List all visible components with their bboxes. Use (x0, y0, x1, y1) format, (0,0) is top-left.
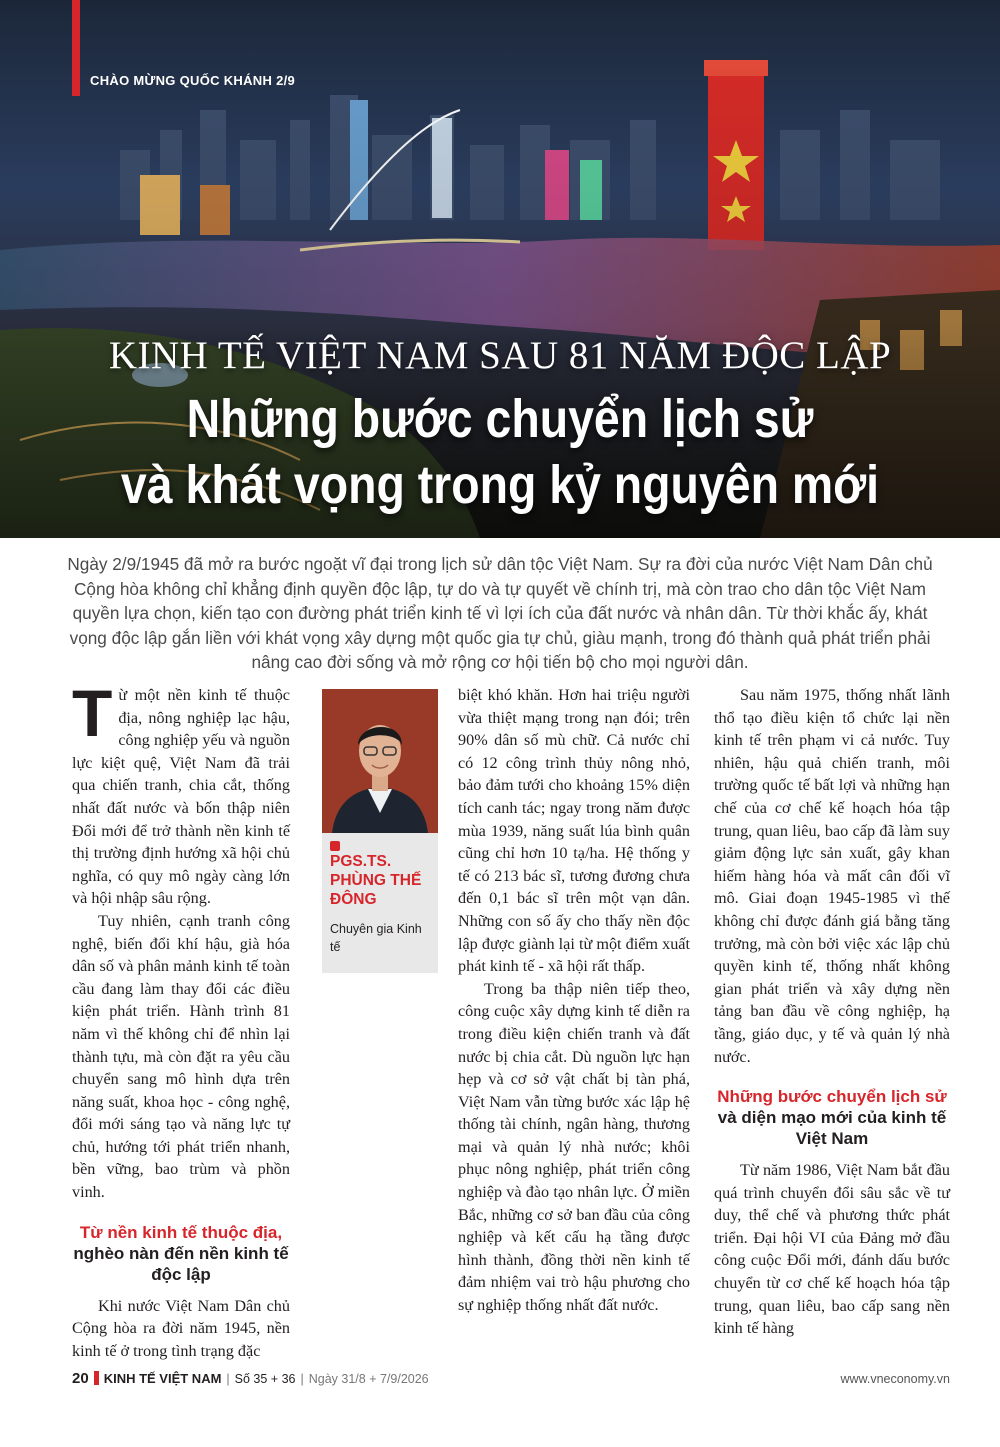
subheading-red: Từ nền kinh tế thuộc địa, (79, 1222, 283, 1242)
paragraph: Khi nước Việt Nam Dân chủ Cộng hòa ra đời năm 1945, nền kinh tế ở trong tình trạng đặc (72, 1296, 290, 1360)
article-lead: Ngày 2/9/1945 đã mở ra bước ngoặt vĩ đại trong lịch sử dân tộc Việt Nam. Sự ra đời của nước Việt Nam Dân chủ Cộng hòa không chỉ khẳng định quyền độc lập, tự do và tự quyết về chính trị, mà còn trao cho dân tộc Việt Nam quyền lựa chọn, kiến tạo con đường phát triển kinh tế vì lợi ích của đất nước và nhân dân. Từ thời khắc ấy, khát vọng độc lập gắn liền với khát vọng xây dựng một quốc gia tự chủ, giàu mạnh, trong đó thành quả phát triển phải nâng cao đời sống và mở rộng cơ hội tiến bộ cho mọi người dân. (67, 554, 933, 672)
subheading (72, 1222, 290, 1285)
paragraph: biệt khó khăn. Hơn hai triệu người vừa thiệt mạng trong nạn đói; trên 90% dân số mù chữ. Cả nước chỉ có 12 công trình thủy nông nhỏ, bảo đảm tưới cho khoảng 15% diện tích canh tác; ngay trong năm được mùa 1939, năng suất lúa bình quân cũng chỉ hơn 10 tạ/ha. Hệ thống y tế có 213 bác sĩ, tương đương chưa đến 0,1 bác sĩ trên một vạn dân. Những con số ấy cho thấy nền độc lập được giành lại từ một điểm xuất phát kinh tế - xã hội rất thấp. (458, 686, 690, 976)
footer-separator: | (226, 1372, 230, 1386)
author-box (322, 689, 438, 973)
section-accent-bar (72, 0, 80, 96)
author-photo (322, 689, 438, 833)
column-2 (458, 684, 690, 1317)
author-role: Chuyên gia Kinh tế (330, 922, 422, 954)
author-portrait (322, 689, 438, 833)
paragraph (72, 676, 290, 910)
subheading-black: và diện mạo mới của kinh tế Việt Nam (717, 1108, 947, 1149)
article-title (70, 386, 930, 518)
paragraph: Sau năm 1975, thống nhất lãnh thổ tạo điều kiện tổ chức lại nền kinh tế trên phạm vi cả nước. Tuy nhiên, hậu quả chiến tranh, môi trường quốc tế bất lợi và những hạn chế của cơ chế kế hoạch hóa tập trung, quan liêu, bao cấp đã làm suy giảm động lực sản xuất, gây khan hiếm hàng hóa và mất cân đối vĩ mô. Giai đoạn 1945-1985 vì thế không chỉ được đánh giá bằng tăng trưởng, mà còn bởi việc xác lập chủ quyền kinh tế, thống nhất không gian phát triển và xây dựng nền tảng ban đầu về công nghiệp, hạ tầng, giáo dục, y tế và quản lý nhà nước. (714, 686, 950, 1066)
subheading (714, 1086, 950, 1149)
paragraph-text: ừ một nền kinh tế thuộc địa, nông nghiệp lạc hậu, công nghiệp yếu và nguồn lực kiệt quệ, Việt Nam đã trải qua chiến tranh, chia cắt, thống nhất đất nước và bốn thập niên Đổi mới để trở thành nền kinh tế thị trường định hướng xã hội chủ nghĩa, có quy mô ngày càng lớn và hội nhập sâu rộng. (72, 686, 290, 908)
hero-photo (0, 0, 1000, 538)
footer-accent-bar (94, 1371, 99, 1385)
author-name: PGS.TS. PHÙNG THẾ ĐÔNG (330, 853, 422, 908)
title-line-2: và khát vọng trong kỷ nguyên mới (120, 455, 880, 515)
column-1 (72, 676, 290, 1362)
paragraph: Tuy nhiên, cạnh tranh công nghệ, biến đổi khí hậu, già hóa dân số và phân mảnh kinh tế toàn cầu đang làm thay đổi các điều kiện phát triển. Hành trình 81 năm vì thế không chỉ để nhìn lại thành tựu, mà còn đặt ra yêu cầu chuyển sang mô hình dựa trên năng suất, khoa học - công nghệ, đổi mới sáng tạo và năng lực tự chủ, hướng tới phát triển nhanh, bền vững, bao trùm và phồn vinh. (72, 911, 290, 1202)
column-3 (714, 684, 950, 1340)
page-footer (72, 1370, 950, 1390)
issue-date: Ngày 31/8 + 7/9/2026 (308, 1372, 429, 1386)
issue-number: Số 35 + 36 (234, 1372, 296, 1386)
subheading-red: Những bước chuyển lịch sử (717, 1087, 947, 1107)
author-marker-icon (330, 841, 340, 851)
article-overline: KINH TẾ VIỆT NAM SAU 81 NĂM ĐỘC LẬP (108, 334, 892, 377)
paragraph: Trong ba thập niên tiếp theo, công cuộc xây dựng kinh tế diễn ra trong điều kiện chiến tranh và đất nước bị chia cắt. Dù nguồn lực hạn hẹp và cơ sở vật chất bị tàn phá, Việt Nam vẫn từng bước xác lập hệ thống tài chính, ngân hàng, thương mại và quản lý nhà nước; khôi phục nông nghiệp, phát triển công nghiệp và đào tạo nhân lực. Ở miền Bắc, những cơ sở ban đầu của công nghiệp và kết cấu hạ tầng được hình thành, đồng thời nền kinh tế đảm nhiệm vai trò hậu phương cho sự nghiệp thống nhất đất nước. (458, 979, 690, 1315)
footer-separator: | (300, 1372, 304, 1386)
subheading-black: nghèo nàn đến nền kinh tế độc lập (73, 1243, 289, 1284)
paragraph: Từ năm 1986, Việt Nam bắt đầu quá trình chuyển đổi sâu sắc về tư duy, thể chế và phương thức phát triển. Đại hội VI của Đảng mở đầu công cuộc Đổi mới, đánh dấu bước chuyển từ cơ chế kế hoạch hóa tập trung, quan liêu, bao cấp sang nền kinh tế hàng (714, 1161, 950, 1338)
dropcap: T (72, 676, 113, 750)
page-number: 20 (72, 1370, 89, 1387)
magazine-name: KINH TẾ VIỆT NAM (103, 1371, 222, 1386)
section-kicker: CHÀO MỪNG QUỐC KHÁNH 2/9 (90, 73, 296, 88)
website-link[interactable]: www.vneconomy.vn (840, 1372, 950, 1386)
title-line-1: Những bước chuyển lịch sử (186, 389, 814, 449)
